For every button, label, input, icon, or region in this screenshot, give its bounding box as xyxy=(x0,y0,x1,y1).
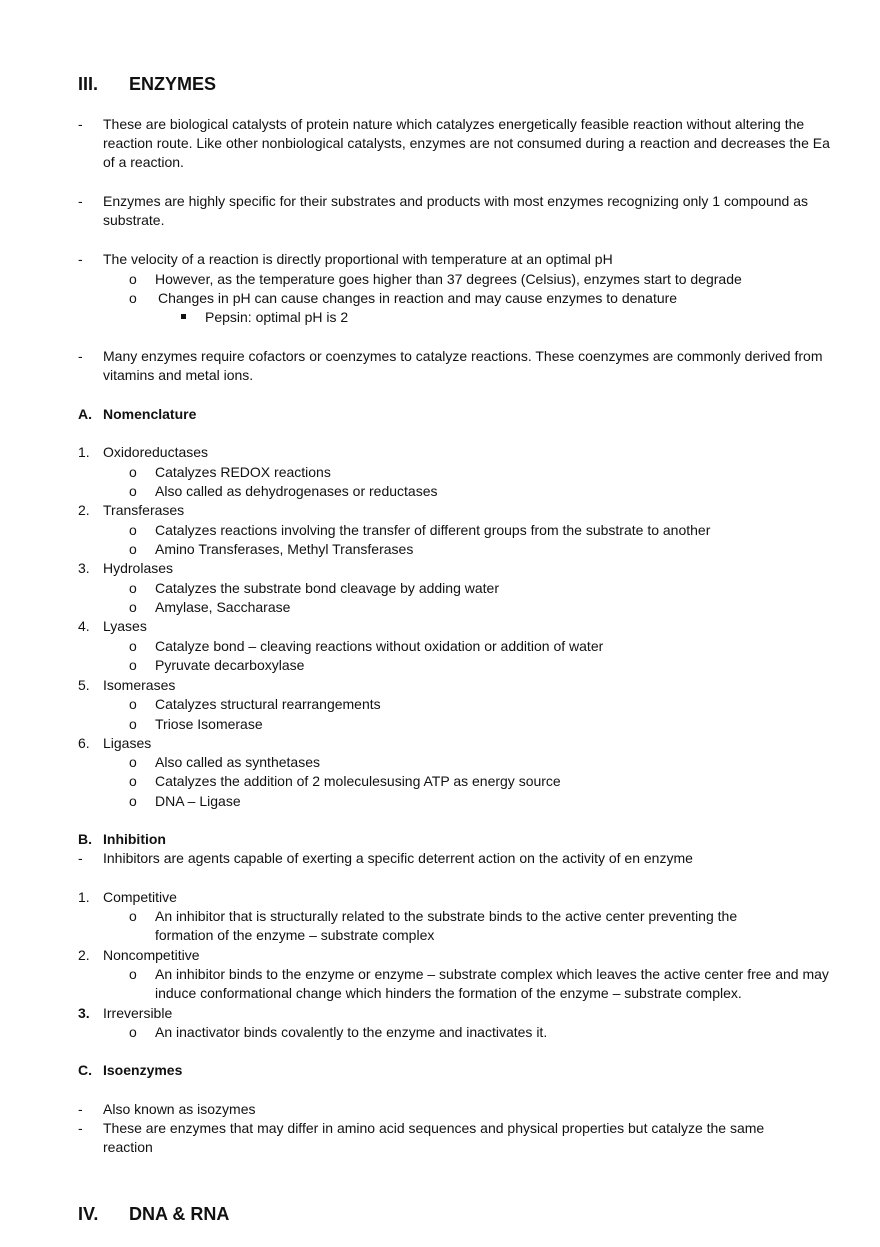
sub-bullet-marker: o xyxy=(129,580,137,596)
list-number: 2. xyxy=(78,947,90,963)
sub-bullet-text: Triose Isomerase xyxy=(155,716,263,732)
section-number: IV. xyxy=(78,1204,99,1224)
bullet-marker: - xyxy=(78,193,83,209)
sub-bullet-text: Catalyzes the substrate bond cleavage by adding water xyxy=(155,580,499,596)
list-item-label: Isomerases xyxy=(103,677,176,693)
sub-bullet-marker: o xyxy=(129,657,137,673)
sub-bullet-marker: o xyxy=(129,908,137,924)
list-item-label: Irreversible xyxy=(103,1005,173,1021)
list-item-label: Lyases xyxy=(103,618,147,634)
sub-bullet-text: DNA – Ligase xyxy=(155,793,241,809)
list-number: 2. xyxy=(78,502,90,518)
bullet-text: These are enzymes that may differ in amino acid sequences and physical properties but catalyze the same reaction xyxy=(103,1120,765,1155)
sub-bullet-text: An inhibitor binds to the enzyme or enzyme – substrate complex which leaves the active center free and may induce conformational change which hinders the formation of the enzyme – substrate complex. xyxy=(155,966,829,1001)
sub-bullet-marker: o xyxy=(129,638,137,654)
sub-bullet-marker: o xyxy=(129,483,137,499)
sub-bullet-text: However, as the temperature goes higher than 37 degrees (Celsius), enzymes start to degrade xyxy=(155,271,742,287)
bullet-text: Many enzymes require cofactors or coenzymes to catalyze reactions. These coenzymes are commonly derived from vitamins and metal ions. xyxy=(103,348,823,383)
bullet-text: The velocity of a reaction is directly proportional with temperature at an optimal pH xyxy=(103,251,613,267)
sub-bullet-marker: o xyxy=(129,793,137,809)
list-number: 5. xyxy=(78,677,90,693)
sub-bullet-marker: o xyxy=(129,716,137,732)
sub-bullet-marker: o xyxy=(129,966,137,982)
sub-bullet-text: Pyruvate decarboxylase xyxy=(155,657,305,673)
sub-bullet-marker: o xyxy=(129,599,137,615)
list-number: 1. xyxy=(78,444,90,460)
list-item-label: Transferases xyxy=(103,502,185,518)
sub-bullet-text: Also called as synthetases xyxy=(155,754,320,770)
bullet-marker: - xyxy=(78,116,83,132)
bullet-marker: - xyxy=(78,1101,83,1117)
sub-bullet-text: An inactivator binds covalently to the enzyme and inactivates it. xyxy=(155,1024,548,1040)
section-number: III. xyxy=(78,74,99,94)
sub-bullet-marker: o xyxy=(129,271,137,287)
list-number: 3. xyxy=(78,560,90,576)
sub-bullet-marker: o xyxy=(129,541,137,557)
square-bullet-icon xyxy=(181,308,186,327)
sub-bullet-text: Amino Transferases, Methyl Transferases xyxy=(155,541,414,557)
list-number: 1. xyxy=(78,889,90,905)
bullet-text: Inhibitors are agents capable of exerting a specific deterrent action on the activity of en enzyme xyxy=(103,850,693,866)
bullet-marker: - xyxy=(78,348,83,364)
bullet-text: Also known as isozymes xyxy=(103,1101,256,1117)
subsection-title: Inhibition xyxy=(103,831,166,847)
sub-bullet-marker: o xyxy=(129,290,137,306)
sub-bullet-text: Catalyzes structural rearrangements xyxy=(155,696,381,712)
sub-bullet-text: Changes in pH can cause changes in reaction and may cause enzymes to denature xyxy=(158,290,678,306)
subsection-letter: C. xyxy=(78,1062,92,1078)
subsection-title: Isoenzymes xyxy=(103,1062,183,1078)
sub-bullet-text: Catalyzes reactions involving the transfer of different groups from the substrate to another xyxy=(155,522,711,538)
list-item-label: Noncompetitive xyxy=(103,947,200,963)
sub-bullet-marker: o xyxy=(129,1024,137,1040)
section-title: ENZYMES xyxy=(129,74,217,94)
sub-bullet-text: Also called as dehydrogenases or reductases xyxy=(155,483,438,499)
list-item-label: Competitive xyxy=(103,889,177,905)
bullet-text: Enzymes are highly specific for their substrates and products with most enzymes recognizing only 1 compound as substrate. xyxy=(103,193,809,228)
subsection-letter: B. xyxy=(78,831,92,847)
sub-bullet-marker: o xyxy=(129,522,137,538)
sub-bullet-text: An inhibitor that is structurally related to the substrate binds to the active center preventing the formation of the enzyme – substrate complex xyxy=(155,908,738,943)
sub-bullet-marker: o xyxy=(129,696,137,712)
sub-sub-bullet-text: Pepsin: optimal pH is 2 xyxy=(205,309,349,325)
list-number: 3. xyxy=(78,1005,90,1021)
bullet-text: These are biological catalysts of protein nature which catalyzes energetically feasible reaction without altering the reaction route. Like other nonbiological catalysts, enzymes are not consumed during a reaction and decreases the Ea of a reaction. xyxy=(103,116,830,170)
sub-bullet-text: Catalyzes the addition of 2 moleculesusing ATP as energy source xyxy=(155,773,561,789)
sub-bullet-marker: o xyxy=(129,773,137,789)
bullet-marker: - xyxy=(78,1120,83,1136)
sub-bullet-text: Catalyzes REDOX reactions xyxy=(155,464,331,480)
sub-bullet-text: Amylase, Saccharase xyxy=(155,599,291,615)
list-item-label: Ligases xyxy=(103,735,152,751)
list-number: 6. xyxy=(78,735,90,751)
bullet-marker: - xyxy=(78,850,83,866)
section-title: DNA & RNA xyxy=(129,1204,230,1224)
bullet-marker: - xyxy=(78,251,83,267)
list-number: 4. xyxy=(78,618,90,634)
subsection-title: Nomenclature xyxy=(103,406,197,422)
sub-bullet-marker: o xyxy=(129,464,137,480)
list-item-label: Oxidoreductases xyxy=(103,444,209,460)
sub-bullet-marker: o xyxy=(129,754,137,770)
sub-bullet-text: Catalyze bond – cleaving reactions without oxidation or addition of water xyxy=(155,638,604,654)
subsection-letter: A. xyxy=(78,406,92,422)
list-item-label: Hydrolases xyxy=(103,560,174,576)
